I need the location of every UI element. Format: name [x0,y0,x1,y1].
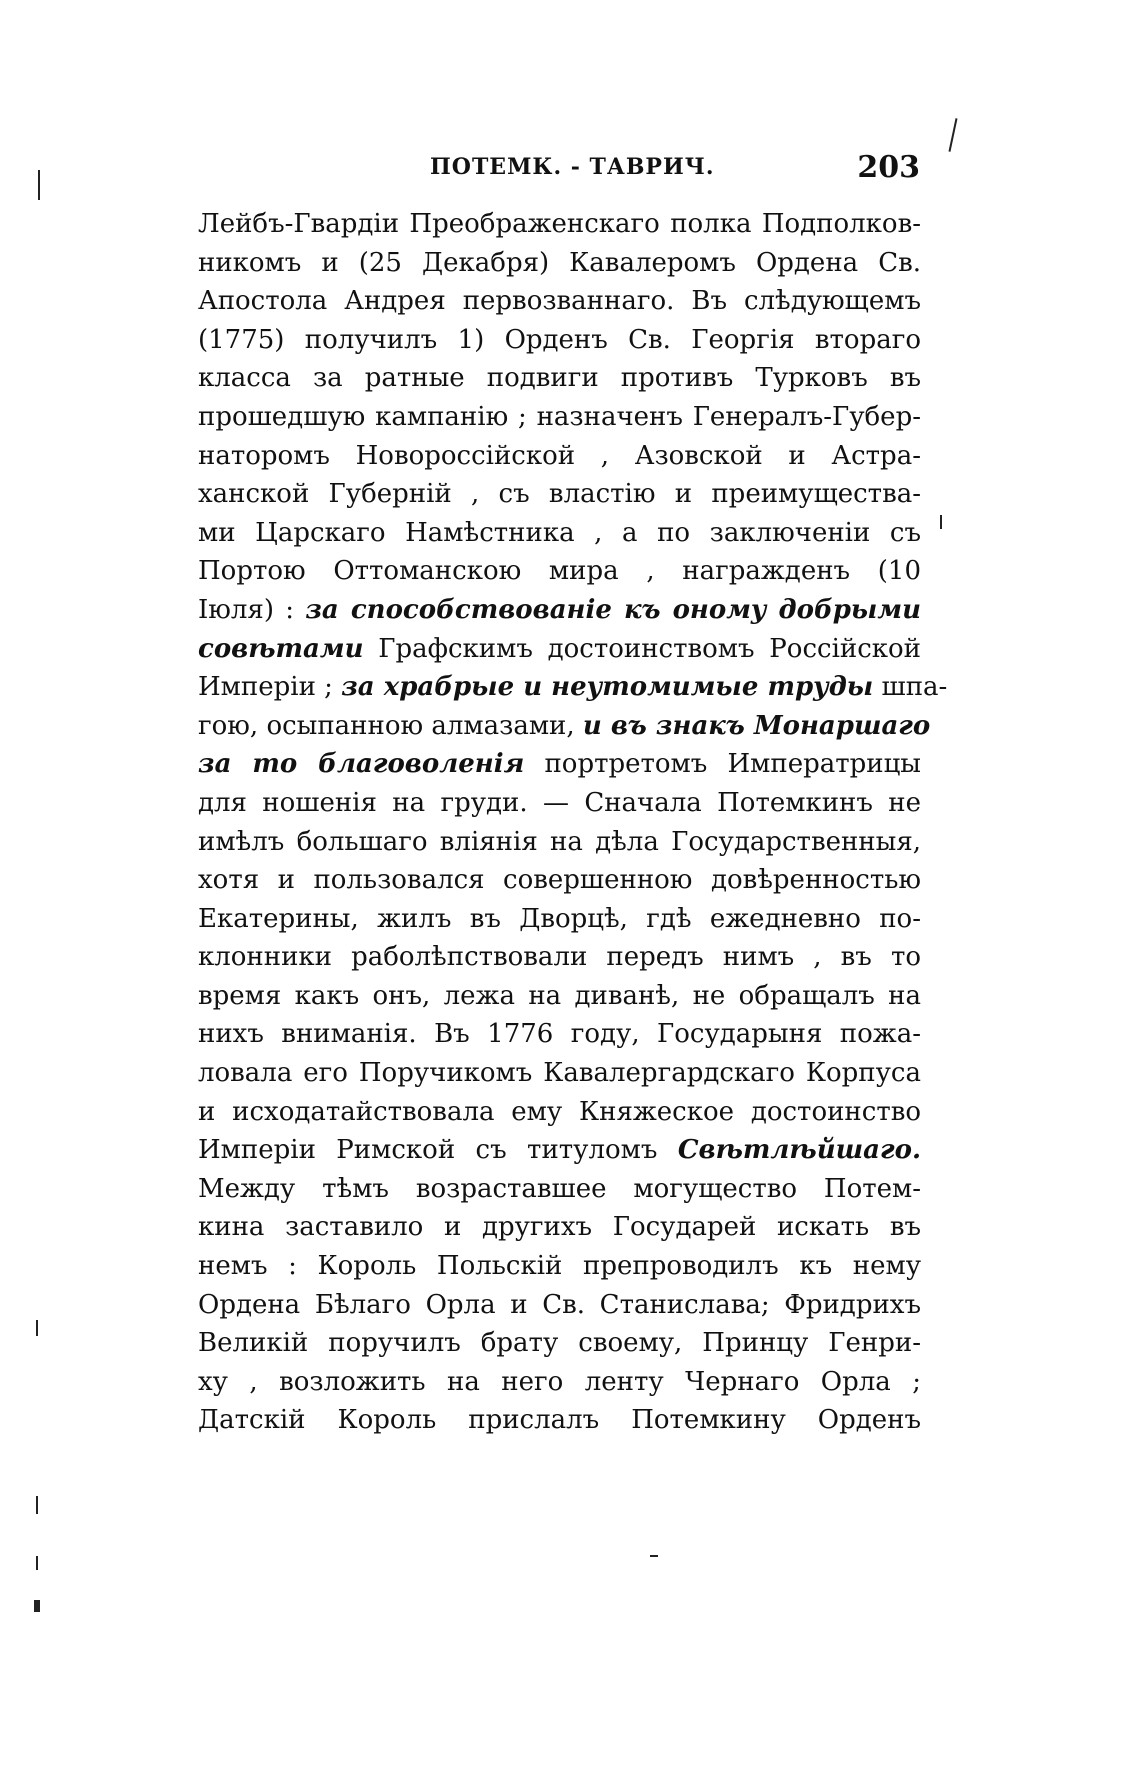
text-fragment: гою, осыпанною алмазами, [198,710,575,741]
text-fragment: Имперіи Римской съ титуломъ [198,1135,658,1166]
text-line: Портою Оттоманскою мира , награжденъ (10 [198,556,921,587]
running-title: ПОТЕМК. - ТАВРИЧ. [430,154,715,180]
text-line: Между тѣмъ возраставшее могущество Потем- [198,1173,921,1204]
text-line: ми Царскаго Намѣстника , а по заключеніи съ [198,517,921,548]
text-fragment: портретомъ Императрицы [544,749,921,780]
italic-fragment: за то благоволенія [198,749,525,780]
page-number: 203 [857,150,920,185]
text-fragment: шпа- [881,672,948,703]
text-line: ловала его Поручикомъ Кавалергардскаго Корпуса [198,1058,921,1089]
italic-fragment: и въ знакъ Монаршаго [582,710,931,741]
text-fragment: Имперіи ; [198,672,333,703]
text-line: Екатерины, жилъ въ Дворцѣ, гдѣ ежедневно по- [198,903,921,934]
text-line: класса за ратные подвиги противъ Турковъ въ [198,363,921,394]
text-line: прошедшую кампанію ; назначенъ Генералъ-Губер- [198,401,921,432]
scan-mark [650,1555,658,1557]
italic-fragment: Свѣтлѣйшаго. [677,1135,921,1166]
text-line [198,591,921,630]
italic-fragment: за способствованіе къ оному добрыми [305,594,922,625]
italic-fragment: совѣтами [198,633,364,664]
text-line: никомъ и (25 Декабря) Кавалеромъ Ордена Св. [198,247,921,278]
scan-mark [36,1496,38,1514]
text-line: наторомъ Новороссійской , Азовской и Астра- [198,440,921,471]
text-line: Апостола Андрея первозваннаго. Въ слѣдующемъ [198,286,921,317]
scan-mark [940,515,942,529]
text-line [198,668,948,707]
running-head [200,150,920,190]
text-line: ханской Губерній , съ властію и преимущества- [198,479,921,510]
text-line: клонники раболѣпствовали передъ нимъ , въ то [198,942,921,973]
scan-mark [36,1556,38,1570]
scan-mark [34,1600,40,1612]
text-line: хотя и пользовался совершенною довѣренностью [198,865,921,896]
text-line: Ордена Бѣлаго Орла и Св. Станислава; Фридрихъ [198,1289,921,1320]
text-line: (1775) получилъ 1) Орденъ Св. Георгія втораго [198,324,921,355]
italic-fragment: за храбрые и неутомимые труды [341,672,874,703]
scan-mark [36,1320,38,1336]
text-fragment: Іюля) : [198,594,295,625]
text-line [198,745,921,784]
text-line: ху , возложить на него ленту Чернаго Орла ; [198,1366,921,1397]
text-fragment: Графскимъ достоинствомъ Россійской [378,633,922,664]
text-line [198,1131,921,1170]
text-line: немъ : Король Польскій препроводилъ къ нему [198,1251,921,1282]
text-line: кина заставило и другихъ Государей искать въ [198,1212,921,1243]
text-line: и исходатайствовала ему Княжеское достоинство [198,1096,921,1127]
text-line: время какъ онъ, лежа на диванѣ, не обращалъ на [198,980,921,1011]
text-line [198,630,921,669]
text-line: Великій поручилъ брату своему, Принцу Генри- [198,1328,921,1359]
text-line: Лейбъ-Гвардіи Преображенскаго полка Подполков- [198,209,921,239]
text-line: для ношенія на груди. — Сначала Потемкинъ не [198,787,921,818]
scan-mark [948,118,957,152]
text-line [198,707,931,746]
body-text [198,205,948,1440]
scan-mark [38,170,40,200]
text-line: нихъ вниманія. Въ 1776 году, Государыня пожа- [198,1019,921,1050]
text-line: имѣлъ большаго вліянія на дѣла Государственныя, [198,826,921,857]
text-line: Датскій Король прислалъ Потемкину Орденъ [198,1405,921,1436]
